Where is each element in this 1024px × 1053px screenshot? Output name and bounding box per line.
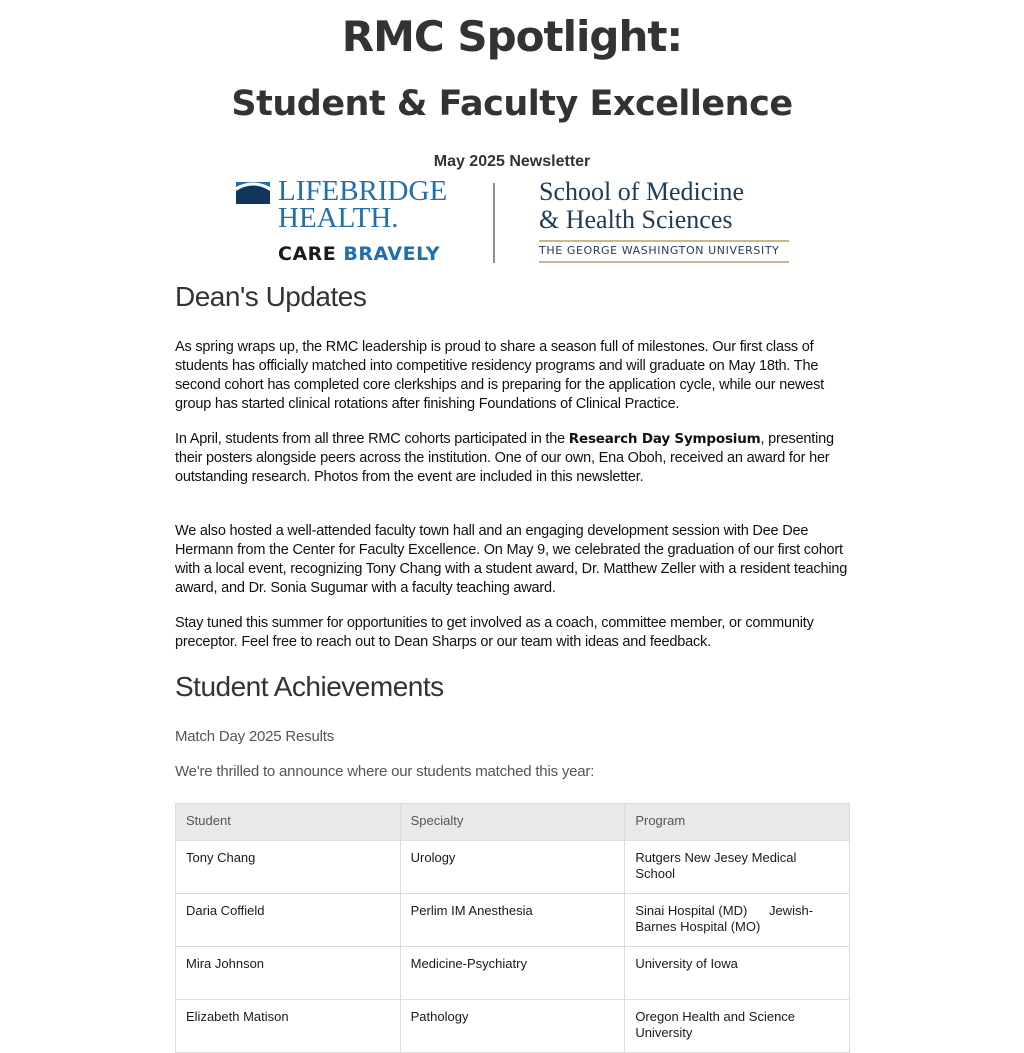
deans-updates-paragraph-2 xyxy=(175,430,850,487)
tagline-bravely: BRAVELY xyxy=(343,243,441,265)
newsletter-title-line2: Student & Faculty Excellence xyxy=(231,84,793,124)
gwu-name-line2: & Health Sciences xyxy=(539,205,733,234)
gwu-university-name: THE GEORGE WASHINGTON UNIVERSITY xyxy=(539,244,780,257)
cell-program: Rutgers New Jesey Medical School xyxy=(625,841,850,894)
newsletter-title: RMC Spotlight: xyxy=(341,12,683,61)
cell-specialty: Medicine-Psychiatry xyxy=(400,947,625,1000)
cell-student: Mira Johnson xyxy=(176,947,401,1000)
gwu-rule-top xyxy=(539,240,789,242)
newsletter-date: May 2025 Newsletter xyxy=(433,153,591,170)
table-row xyxy=(176,947,850,1000)
lifebridge-health-logo-text xyxy=(278,175,448,234)
match-results-table xyxy=(175,803,850,1053)
care-bravely-tagline xyxy=(278,243,440,265)
deans-updates-heading: Dean's Updates xyxy=(175,281,367,312)
table-header-row xyxy=(176,804,850,841)
paragraph-2-text-start: In April, students from all three RMC cohorts participated in the xyxy=(175,431,569,447)
cell-student: Tony Chang xyxy=(176,841,401,894)
deans-updates-paragraph-4: Stay tuned this summer for opportunities to get involved as a coach, committee member, or community preceptor. Feel free to reach out to Dean Sharps or our team with ideas and feedback. xyxy=(175,615,814,650)
gwu-rule-bottom xyxy=(539,261,789,263)
student-achievements-heading: Student Achievements xyxy=(175,671,444,702)
lifebridge-name-line1: LIFEBRIDGE xyxy=(278,175,448,207)
tagline-care: CARE xyxy=(278,243,337,265)
column-header-program: Program xyxy=(625,804,850,841)
paragraph-2-text-end: , presenting their posters alongside peers across the institution. One of our own, Ena Oboh, received an award for her outstanding research. Photos from the event are included in this newsletter. xyxy=(175,431,834,485)
table-row xyxy=(176,1000,850,1053)
research-day-symposium-highlight: Research Day Symposium xyxy=(568,431,761,447)
cell-student: Daria Coffield xyxy=(176,894,401,947)
gwu-smhs-logo-text xyxy=(539,178,744,234)
deans-updates-paragraph-3: We also hosted a well-attended faculty town hall and an engaging development session with Dee Dee Hermann from the Center for Faculty Excellence. On May 9, we celebrated the graduation of our first cohort with a local event, recognizing Tony Chang with a student award, Dr. Matthew Zeller with a resident teaching award, and Dr. Sonia Sugumar with a faculty teaching award. xyxy=(175,523,848,596)
table-row xyxy=(176,841,850,894)
lifebridge-name-line2: HEALTH. xyxy=(278,202,399,234)
cell-specialty: Perlim IM Anesthesia xyxy=(400,894,625,947)
cell-specialty: Pathology xyxy=(400,1000,625,1053)
column-header-specialty: Specialty xyxy=(400,804,625,841)
deans-updates-paragraph-1: As spring wraps up, the RMC leadership is proud to share a season full of milestones. Our first class of students has officially matched into competitive residency programs and will graduate on May 18th. The second cohort has completed core clerkships and is preparing for the application cycle, while our newest group has started clinical rotations after finishing Foundations of Clinical Practice. xyxy=(175,339,824,412)
lifebridge-bridge-icon xyxy=(236,182,270,204)
match-day-subheading: Match Day 2025 Results xyxy=(175,728,335,745)
table-row xyxy=(176,894,850,947)
partner-logos-banner xyxy=(234,175,794,268)
cell-program: Oregon Health and Science University xyxy=(625,1000,850,1053)
cell-program: Sinai Hospital (MD) Jewish-Barnes Hospital (MO) xyxy=(625,894,850,947)
match-intro-text: We're thrilled to announce where our students matched this year: xyxy=(175,763,595,780)
cell-student: Elizabeth Matison xyxy=(176,1000,401,1053)
cell-program: University of Iowa xyxy=(625,947,850,1000)
gwu-name-line1: School of Medicine xyxy=(539,177,745,206)
column-header-student: Student xyxy=(176,804,401,841)
logo-divider xyxy=(493,183,495,263)
cell-specialty: Urology xyxy=(400,841,625,894)
